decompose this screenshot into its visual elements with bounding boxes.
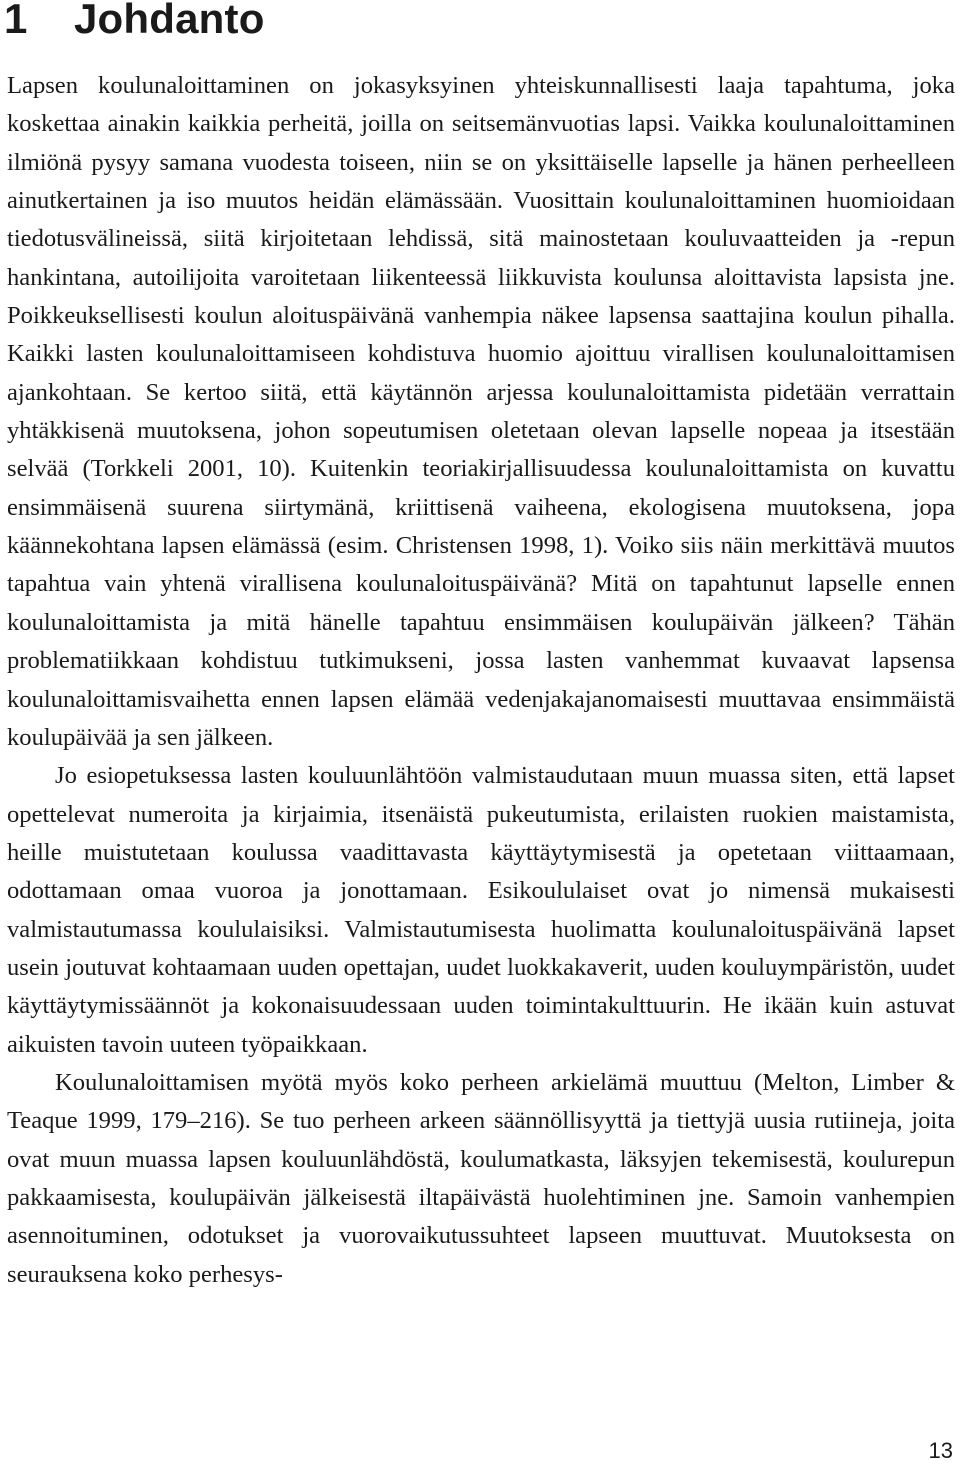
page-number: 13 bbox=[928, 1438, 953, 1463]
chapter-title: Johdanto bbox=[74, 0, 265, 42]
chapter-heading bbox=[4, 0, 265, 44]
paragraph-1: Lapsen koulunaloittaminen on jokasyksyinen yhteiskunnallisesti laaja tapahtuma, joka koskettaa ainakin kaikkia perheitä, joilla on seitsemänvuotias lapsi. Vaikka koulunaloittaminen ilmiönä pysyy samana vuodesta toiseen, niin se on yksittäiselle lapselle ja hänen perheelleen ainutkertainen ja iso muutos heidän elämässään. Vuosittain koulunaloittaminen huomioidaan tiedotusvälineissä, siitä kirjoitetaan lehdissä, sitä mainostetaan kouluvaatteiden ja -repun hankintana, autoilijoita varoitetaan liikenteessä liikkuvista koulunsa aloittavista lapsista jne. Poikkeuksellisesti koulun aloituspäivänä vanhempia näkee lapsensa saattajina koulun pihalla. Kaikki lasten koulunaloittamiseen kohdistuva huomio ajoittuu virallisen koulunaloittamisen ajankohtaan. Se kertoo siitä, että käytännön arjessa koulunaloittamista pidetään verrattain yhtäkkisenä muutoksena, johon sopeutumisen oletetaan olevan lapselle nopeaa ja itsestään selvää (Torkkeli 2001, 10). Kuitenkin teoriakirjallisuudessa koulunaloittamista on kuvattu ensimmäisenä suurena siirtymänä, kriittisenä vaiheena, ekologisena muutoksena, jopa käännekohtana lapsen elämässä (esim. Christensen 1998, 1). Voiko siis näin merkittävä muutos tapahtua vain yhtenä virallisena koulunaloituspäivänä? Mitä on tapahtunut lapselle ennen koulunaloittamista ja mitä hänelle tapahtuu ensimmäisen koulupäivän jälkeen? Tähän problematiikkaan kohdistuu tutkimukseni, jossa lasten vanhemmat kuvaavat lapsensa koulunaloittamisvaihetta ennen lapsen elämää vedenjakajanomaisesti muuttavaa ensimmäistä koulupäivää ja sen jälkeen. bbox=[7, 72, 955, 751]
paragraph-2: Jo esiopetuksessa lasten kouluunlähtöön valmistaudutaan muun muassa siten, että lapset opettelevat numeroita ja kirjaimia, itsenäistä pukeutumista, erilaisten ruokien maistamista, heille muistutetaan koulussa vaadittavasta käyttäytymisestä ja opetetaan viittaamaan, odottamaan omaa vuoroa ja jonottamaan. Esikoululaiset ovat jo nimensä mukaisesti valmistautumassa koululaisiksi. Valmistautumisesta huolimatta koulunaloituspäivänä lapset usein joutuvat kohtaamaan uuden opettajan, uudet luokkakaverit, uuden kouluympäristön, uudet käyttäytymissäännöt ja kokonaisuudessaan uuden toimintakulttuurin. He ikään kuin astuvat aikuisten tavoin uuteen työpaikkaan. bbox=[7, 762, 955, 1058]
chapter-number: 1 bbox=[4, 0, 28, 42]
body-text bbox=[7, 67, 955, 1294]
paragraph-3: Koulunaloittamisen myötä myös koko perheen arkielämä muuttuu (Melton, Limber & Teaque 1999, 179–216). Se tuo perheen arkeen säännöllisyyttä ja tiettyjä uusia rutiineja, joita ovat muun muassa lapsen kouluunlähdöstä, koulumatkasta, läksyjen tekemisestä, koulurepun pakkaamisesta, koulupäivän jälkeisestä iltapäivästä huolehtiminen jne. Samoin vanhempien asennoituminen, odotukset ja vuorovaikutussuhteet lapseen muuttuvat. Muutoksesta on seurauksena koko perhesys- bbox=[7, 1068, 955, 1288]
